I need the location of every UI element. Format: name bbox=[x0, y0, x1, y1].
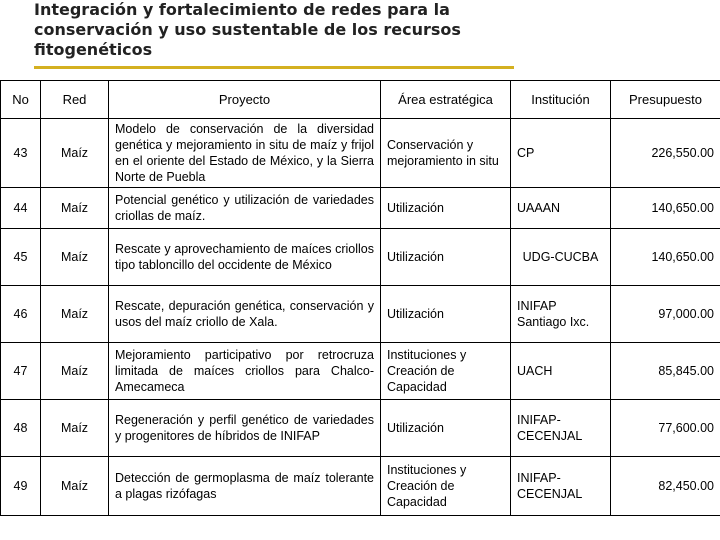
cell-area: Utilización bbox=[381, 400, 511, 457]
cell-area: Utilización bbox=[381, 188, 511, 229]
page-title: Integración y fortalecimiento de redes para la conservación y uso sustentable de los recursos fitogenéticos bbox=[34, 0, 461, 59]
cell-institucion: INIFAP-CECENJAL bbox=[511, 457, 611, 516]
header-red: Red bbox=[41, 81, 109, 119]
cell-presupuesto: 97,000.00 bbox=[611, 286, 720, 343]
cell-institucion: UACH bbox=[511, 343, 611, 400]
cell-no: 43 bbox=[1, 119, 41, 188]
projects-table bbox=[0, 80, 720, 516]
cell-proyecto: Modelo de conservación de la diversidad genética y mejoramiento in situ de maíz y frijol en el oriente del Estado de México, y la Sierra Norte de Puebla bbox=[109, 119, 381, 188]
table-row bbox=[1, 188, 720, 229]
cell-no: 47 bbox=[1, 343, 41, 400]
cell-no: 48 bbox=[1, 400, 41, 457]
cell-area: Instituciones y Creación de Capacidad bbox=[381, 457, 511, 516]
cell-presupuesto: 77,600.00 bbox=[611, 400, 720, 457]
cell-presupuesto: 226,550.00 bbox=[611, 119, 720, 188]
cell-proyecto: Potencial genético y utilización de variedades criollas de maíz. bbox=[109, 188, 381, 229]
cell-red: Maíz bbox=[41, 457, 109, 516]
header-no: No bbox=[1, 81, 41, 119]
cell-institucion: UAAAN bbox=[511, 188, 611, 229]
cell-area: Utilización bbox=[381, 229, 511, 286]
cell-red: Maíz bbox=[41, 119, 109, 188]
table-row bbox=[1, 119, 720, 188]
header-presupuesto: Presupuesto bbox=[611, 81, 720, 119]
cell-red: Maíz bbox=[41, 188, 109, 229]
cell-proyecto: Detección de germoplasma de maíz tolerante a plagas rizófagas bbox=[109, 457, 381, 516]
header-area: Área estratégica bbox=[381, 81, 511, 119]
cell-red: Maíz bbox=[41, 286, 109, 343]
header-institucion: Institución bbox=[511, 81, 611, 119]
cell-presupuesto: 140,650.00 bbox=[611, 229, 720, 286]
cell-proyecto: Rescate y aprovechamiento de maíces criollos tipo tabloncillo del occidente de México bbox=[109, 229, 381, 286]
cell-presupuesto: 85,845.00 bbox=[611, 343, 720, 400]
cell-proyecto: Mejoramiento participativo por retrocruza limitada de maíces criollos para Chalco-Amecameca bbox=[109, 343, 381, 400]
header-proyecto: Proyecto bbox=[109, 81, 381, 119]
cell-institucion: INIFAP-CECENJAL bbox=[511, 400, 611, 457]
table-row bbox=[1, 286, 720, 343]
cell-area: Instituciones y Creación de Capacidad bbox=[381, 343, 511, 400]
table-row bbox=[1, 400, 720, 457]
table-row bbox=[1, 229, 720, 286]
cell-institucion: CP bbox=[511, 119, 611, 188]
cell-no: 49 bbox=[1, 457, 41, 516]
cell-proyecto: Regeneración y perfil genético de variedades y progenitores de híbridos de INIFAP bbox=[109, 400, 381, 457]
cell-institucion: INIFAP Santiago Ixc. bbox=[511, 286, 611, 343]
cell-presupuesto: 82,450.00 bbox=[611, 457, 720, 516]
cell-no: 45 bbox=[1, 229, 41, 286]
table-row bbox=[1, 457, 720, 516]
cell-no: 46 bbox=[1, 286, 41, 343]
cell-institucion: UDG-CUCBA bbox=[511, 229, 611, 286]
table-header-row bbox=[1, 81, 720, 119]
title-underline bbox=[34, 66, 514, 69]
cell-proyecto: Rescate, depuración genética, conservación y usos del maíz criollo de Xala. bbox=[109, 286, 381, 343]
cell-no: 44 bbox=[1, 188, 41, 229]
cell-area: Conservación y mejoramiento in situ bbox=[381, 119, 511, 188]
table-row bbox=[1, 343, 720, 400]
cell-red: Maíz bbox=[41, 229, 109, 286]
cell-presupuesto: 140,650.00 bbox=[611, 188, 720, 229]
cell-red: Maíz bbox=[41, 400, 109, 457]
cell-red: Maíz bbox=[41, 343, 109, 400]
cell-area: Utilización bbox=[381, 286, 511, 343]
